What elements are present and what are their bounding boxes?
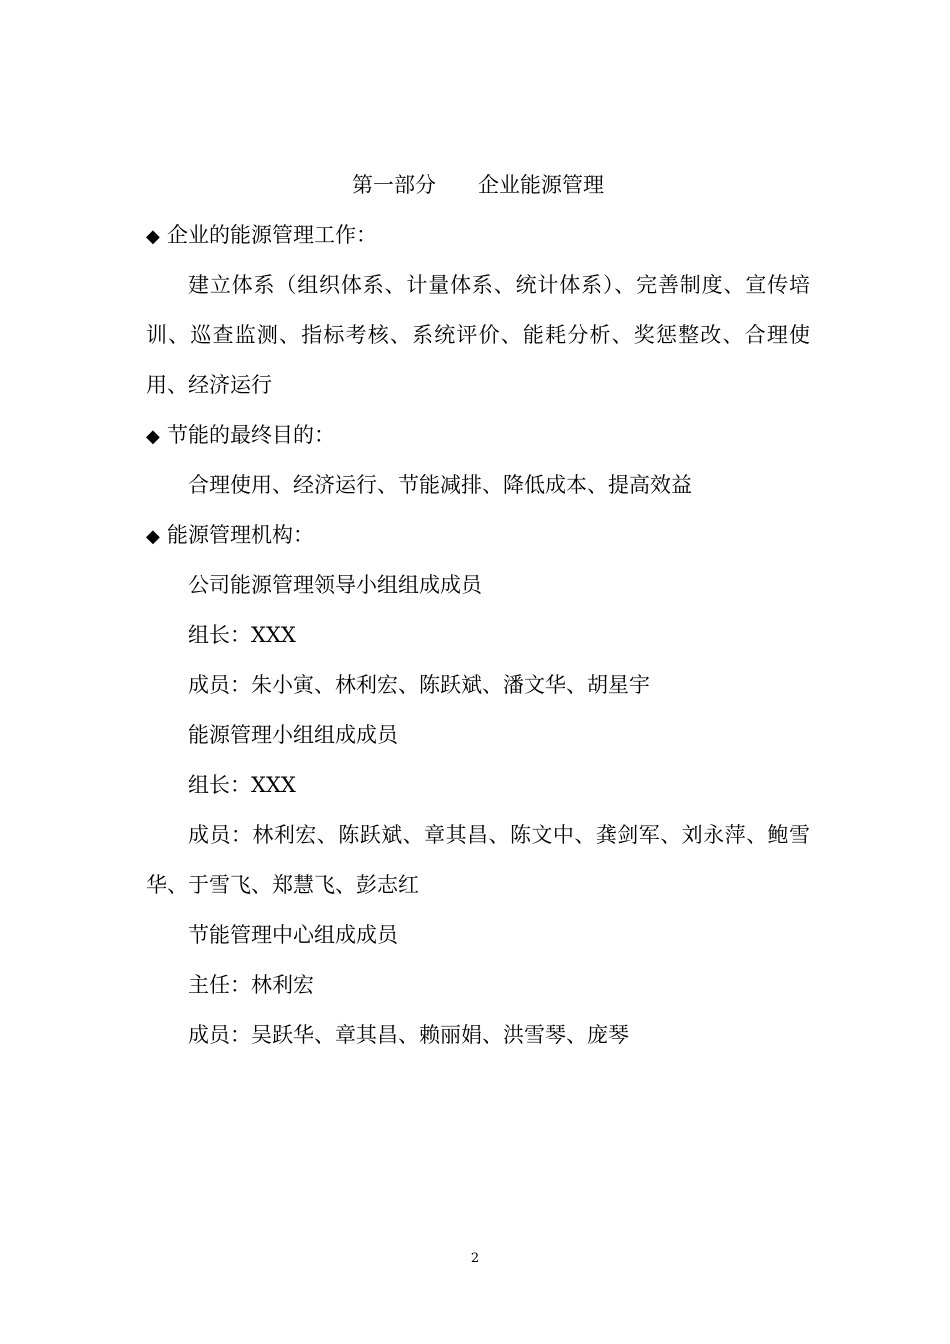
group-name-leadership: 公司能源管理领导小组组成成员	[188, 573, 482, 597]
group-leader-management: 组长：XXX	[188, 773, 296, 797]
group-members-management: 成员：林利宏、陈跃斌、章其昌、陈文中、龚剑军、刘永萍、鲍雪华、于雪飞、郑慧飞、彭志红	[146, 823, 810, 897]
heading-text: 企业的能源管理工作：	[167, 223, 377, 247]
section-heading-energy-saving-goal	[146, 410, 810, 460]
group-name-management: 能源管理小组组成成员	[188, 723, 398, 747]
paragraph-energy-saving-goal: 合理使用、经济运行、节能减排、降低成本、提高效益	[188, 473, 692, 497]
section-heading-energy-organization	[146, 510, 810, 560]
group-members-leadership: 成员：朱小寅、林利宏、陈跃斌、潘文华、胡星宇	[188, 673, 650, 697]
group-leader-center: 主任：林利宏	[188, 973, 314, 997]
section-heading-energy-management-work	[146, 210, 810, 260]
section-title: 第一部分 企业能源管理	[352, 173, 604, 197]
paragraph-energy-management-work: 建立体系（组织体系、计量体系、统计体系）、完善制度、宣传培训、巡查监测、指标考核、系统评价、能耗分析、奖惩整改、合理使用、经济运行	[146, 273, 810, 397]
diamond-bullet-icon: ◆	[146, 426, 160, 447]
heading-text: 能源管理机构：	[167, 523, 314, 547]
group-leader-leadership: 组长：XXX	[188, 623, 296, 647]
group-name-center: 节能管理中心组成成员	[188, 923, 398, 947]
diamond-bullet-icon: ◆	[146, 526, 160, 547]
page-number: 2	[470, 1251, 480, 1266]
diamond-bullet-icon: ◆	[146, 226, 160, 247]
page-content	[146, 160, 810, 1060]
heading-text: 节能的最终目的：	[167, 423, 335, 447]
group-members-center: 成员：吴跃华、章其昌、赖丽娟、洪雪琴、庞琴	[188, 1023, 629, 1047]
